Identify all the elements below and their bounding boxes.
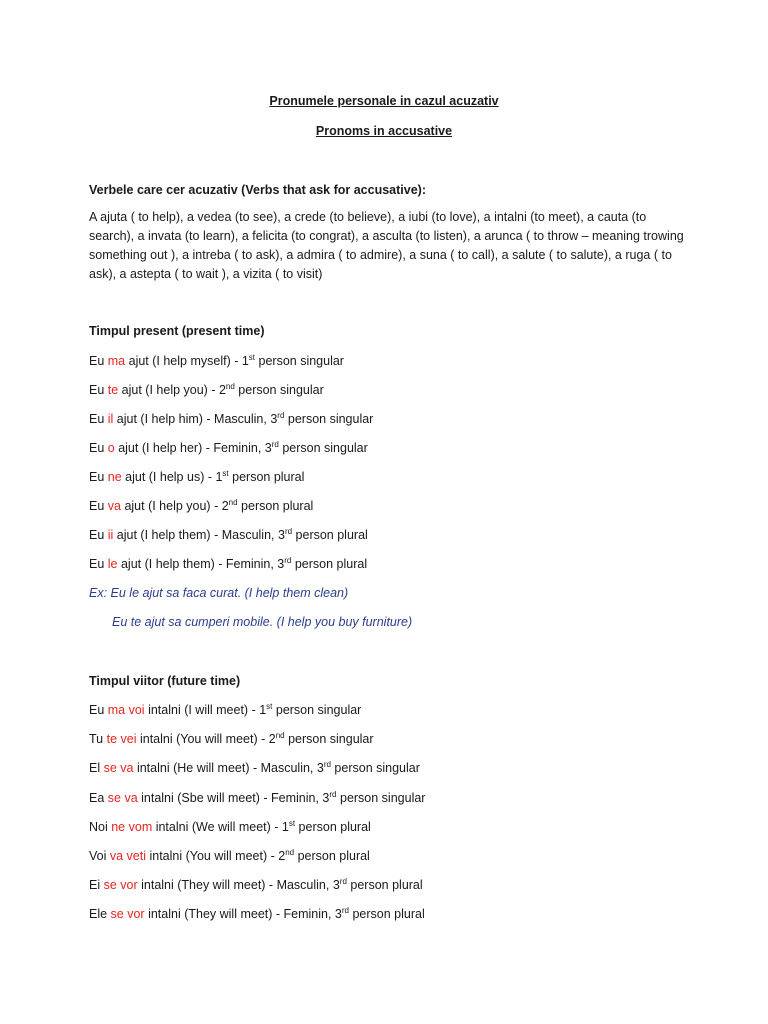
row-subject: Ea bbox=[89, 790, 108, 805]
present-row bbox=[89, 557, 367, 571]
row-person: person singular bbox=[284, 412, 374, 426]
example-2: Eu te ajut sa cumperi mobile. (I help you buy furniture) bbox=[112, 615, 413, 629]
row-pronoun: ne bbox=[107, 470, 122, 484]
row-pronoun: va bbox=[107, 499, 121, 513]
row-pronoun: ii bbox=[107, 528, 114, 542]
row-text: ajut (I help you) - 2 bbox=[120, 499, 229, 513]
row-pronoun: se vor bbox=[110, 907, 145, 922]
verbs-paragraph: A ajuta ( to help), a vedea (to see), a crede (to believe), a iubi (to love), a intalni (to meet), a cauta (to search), a invata (to learn), a felicita (to congrat), a asculta (to listen), a arunca ( to throw – meaning trowing something out ), a intreba ( to ask), a admira ( to admire), a suna ( to call), a salute ( to salute), a ruga ( to ask), a astepta ( to wait ), a vizita ( to visit) bbox=[89, 210, 684, 281]
example-1: Ex: Eu le ajut sa faca curat. (I help them clean) bbox=[89, 586, 349, 600]
row-subject: Ele bbox=[89, 907, 111, 922]
row-ordinal-suffix: st bbox=[222, 468, 229, 478]
row-text: intalni (Sbe will meet) - Feminin, 3 bbox=[137, 790, 330, 805]
row-subject: Tu bbox=[89, 732, 107, 747]
row-text: ajut (I help you) - 2 bbox=[118, 383, 226, 397]
row-subject: Eu bbox=[89, 703, 108, 717]
future-row bbox=[89, 732, 374, 746]
row-text: intalni (We will meet) - 1 bbox=[152, 819, 289, 834]
present-row bbox=[89, 441, 368, 455]
row-pronoun: le bbox=[107, 557, 118, 571]
row-pronoun: se vor bbox=[103, 878, 138, 893]
row-ordinal-suffix: st bbox=[266, 701, 273, 711]
row-pronoun: se va bbox=[107, 790, 138, 805]
row-text: ajut (I help them) - Masculin, 3 bbox=[113, 528, 285, 542]
row-pronoun: ma voi bbox=[107, 703, 145, 717]
row-person: person plural bbox=[294, 849, 370, 863]
row-ordinal-suffix: rd bbox=[284, 555, 292, 565]
row-pronoun: ma bbox=[107, 354, 126, 368]
future-row bbox=[89, 761, 420, 775]
row-subject: Eu bbox=[89, 441, 108, 455]
row-text: ajut (I help her) - Feminin, 3 bbox=[114, 441, 272, 455]
row-subject: Eu bbox=[89, 557, 108, 571]
row-ordinal-suffix: nd bbox=[275, 731, 285, 741]
row-person: person plural bbox=[291, 557, 368, 571]
row-pronoun: va veti bbox=[109, 849, 146, 863]
row-text: intalni (I will meet) - 1 bbox=[144, 703, 267, 717]
row-person: person plural bbox=[346, 878, 423, 893]
row-text: ajut (I help myself) - 1 bbox=[125, 354, 249, 368]
row-ordinal-suffix: nd bbox=[225, 381, 235, 391]
present-row bbox=[89, 412, 373, 426]
future-row bbox=[89, 703, 361, 717]
row-subject: Eu bbox=[89, 354, 108, 368]
future-heading: Timpul viitor (future time) bbox=[89, 674, 241, 688]
row-person: person singular bbox=[234, 383, 324, 397]
row-pronoun: te vei bbox=[106, 732, 137, 747]
row-person: person singular bbox=[272, 703, 362, 717]
row-person: person singular bbox=[255, 354, 344, 368]
row-ordinal-suffix: rd bbox=[277, 410, 285, 420]
row-subject: Eu bbox=[89, 383, 108, 397]
present-heading: Timpul present (present time) bbox=[89, 324, 265, 338]
row-pronoun: te bbox=[107, 383, 119, 397]
row-pronoun: se va bbox=[103, 761, 134, 776]
row-subject: Eu bbox=[89, 412, 108, 426]
row-person: person singular bbox=[336, 790, 426, 805]
future-row bbox=[89, 791, 425, 805]
row-ordinal-suffix: rd bbox=[341, 906, 349, 916]
row-person: person singular bbox=[330, 761, 420, 776]
row-person: person singular bbox=[278, 441, 368, 455]
row-text: ajut (I help him) - Masculin, 3 bbox=[113, 412, 278, 426]
future-row bbox=[89, 849, 370, 863]
row-pronoun: ne vom bbox=[111, 819, 153, 834]
row-ordinal-suffix: rd bbox=[284, 526, 293, 536]
present-row bbox=[89, 383, 324, 397]
row-text: ajut (I help us) - 1 bbox=[121, 470, 223, 484]
row-person: person plural bbox=[228, 470, 305, 484]
row-person: person plural bbox=[295, 819, 371, 834]
row-text: ajut (I help them) - Feminin, 3 bbox=[117, 557, 285, 571]
row-subject: El bbox=[89, 761, 104, 776]
present-row bbox=[89, 470, 304, 484]
row-ordinal-suffix: nd bbox=[228, 497, 238, 507]
present-row bbox=[89, 499, 313, 513]
future-row bbox=[89, 878, 423, 892]
present-row bbox=[89, 528, 368, 542]
row-text: intalni (He will meet) - Masculin, 3 bbox=[133, 761, 324, 776]
future-row bbox=[89, 907, 425, 921]
row-person: person plural bbox=[237, 499, 314, 513]
row-ordinal-suffix: nd bbox=[285, 847, 295, 857]
row-pronoun: o bbox=[107, 441, 115, 455]
row-subject: Eu bbox=[89, 470, 108, 484]
row-subject: Eu bbox=[89, 499, 108, 513]
page-title: Pronumele personale in cazul acuzativ bbox=[269, 94, 499, 108]
row-ordinal-suffix: rd bbox=[271, 439, 279, 449]
row-text: intalni (You will meet) - 2 bbox=[136, 732, 276, 747]
row-person: person plural bbox=[349, 907, 425, 922]
row-subject: Voi bbox=[89, 849, 110, 863]
row-text: intalni (They will meet) - Feminin, 3 bbox=[144, 907, 342, 922]
present-row bbox=[89, 354, 344, 368]
row-ordinal-suffix: st bbox=[288, 818, 296, 828]
row-person: person singular bbox=[284, 732, 374, 747]
row-ordinal-suffix: rd bbox=[329, 789, 337, 799]
row-subject: Eu bbox=[89, 528, 108, 542]
verbs-heading: Verbele care cer acuzativ (Verbs that ask for accusative): bbox=[89, 183, 426, 197]
row-pronoun: il bbox=[107, 412, 114, 426]
row-subject: Noi bbox=[89, 819, 112, 834]
row-ordinal-suffix: rd bbox=[339, 877, 347, 887]
future-row bbox=[89, 820, 371, 834]
row-person: person plural bbox=[292, 528, 368, 542]
row-ordinal-suffix: rd bbox=[323, 760, 331, 770]
row-text: intalni (You will meet) - 2 bbox=[146, 849, 286, 863]
row-ordinal-suffix: st bbox=[248, 352, 256, 362]
row-text: intalni (They will meet) - Masculin, 3 bbox=[137, 878, 340, 893]
row-subject: Ei bbox=[89, 878, 104, 893]
page-subtitle: Pronoms in accusative bbox=[315, 124, 453, 138]
